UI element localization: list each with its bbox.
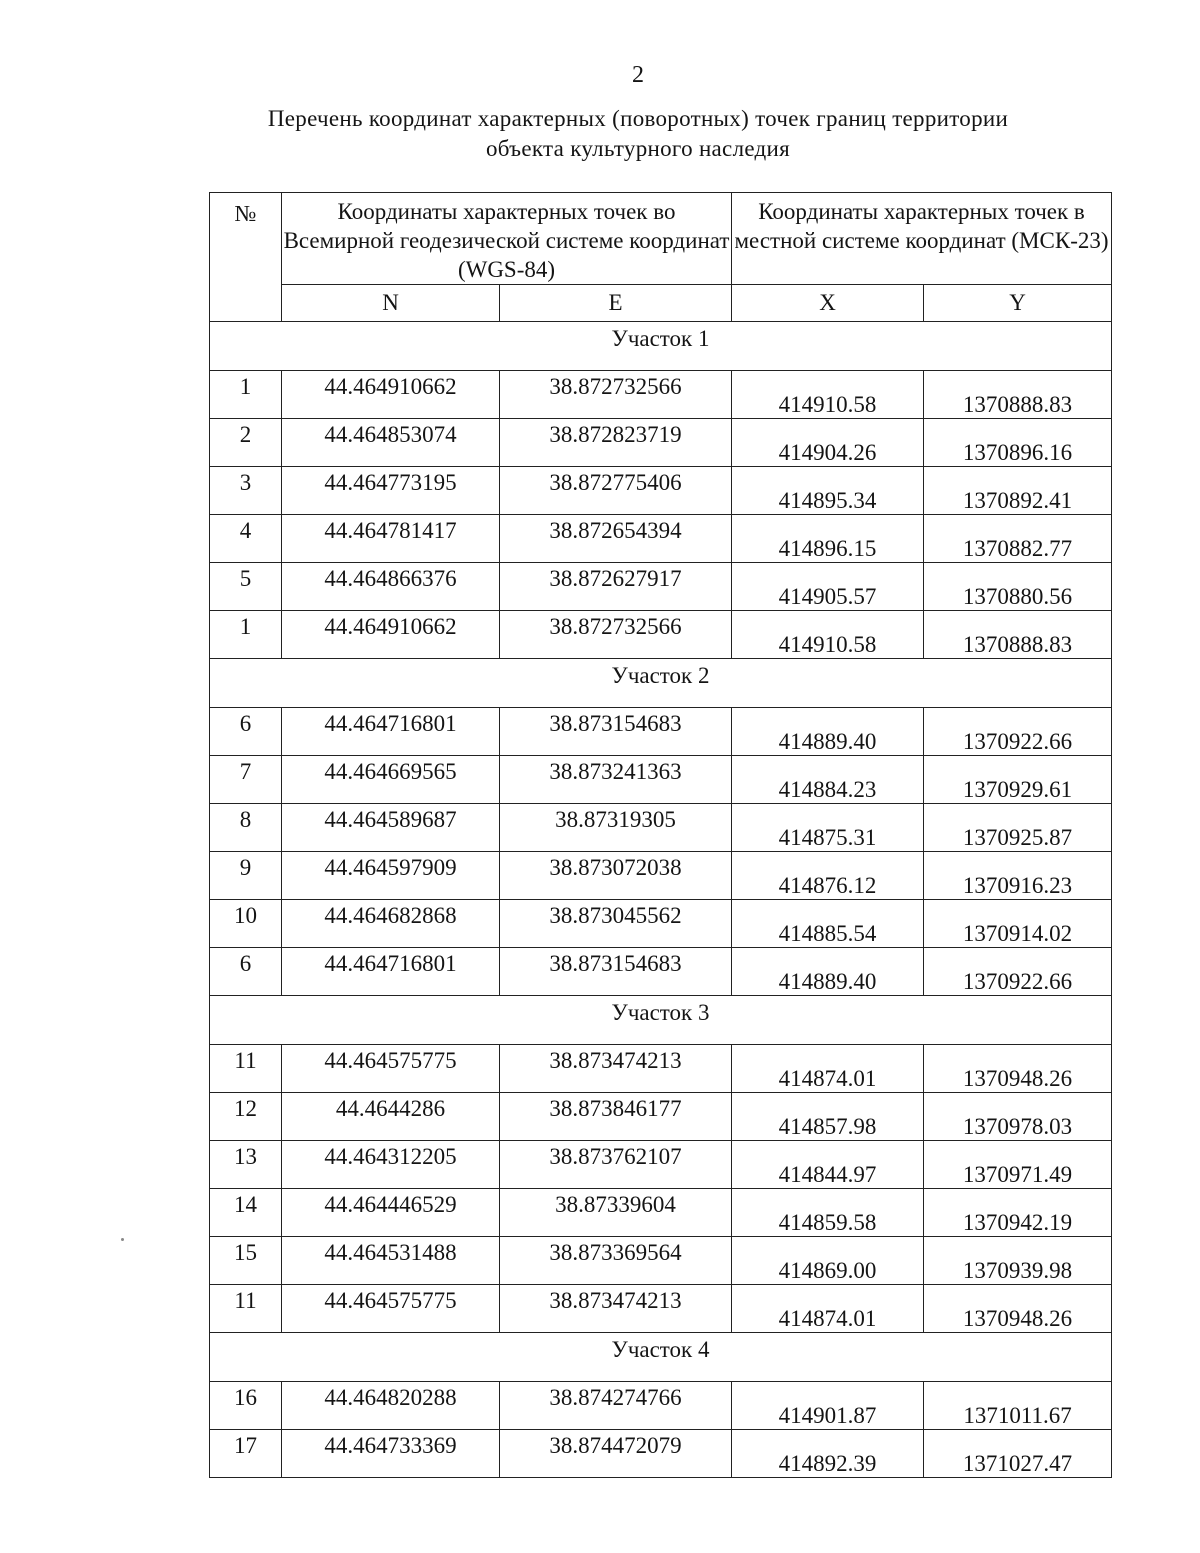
wgs-n-cell: 44.464910662: [282, 371, 500, 419]
wgs-e-cell: 38.873154683: [500, 948, 732, 996]
table-row: [210, 371, 1112, 419]
section-title: Участок 1: [210, 322, 1112, 371]
msk-y-cell: 1370925.87: [924, 804, 1112, 852]
point-number-cell: 3: [210, 467, 282, 515]
point-number-cell: 11: [210, 1045, 282, 1093]
coordinates-table: [209, 192, 1112, 1478]
wgs-e-cell: 38.873474213: [500, 1285, 732, 1333]
wgs-n-cell: 44.4644286: [282, 1093, 500, 1141]
wgs-e-cell: 38.872775406: [500, 467, 732, 515]
table-row: [210, 804, 1112, 852]
msk-y-cell: 1370882.77: [924, 515, 1112, 563]
table-row: [210, 611, 1112, 659]
table-row: [210, 563, 1112, 611]
point-number-cell: 12: [210, 1093, 282, 1141]
point-number-cell: 13: [210, 1141, 282, 1189]
wgs-e-cell: 38.87319305: [500, 804, 732, 852]
wgs-n-cell: 44.464910662: [282, 611, 500, 659]
wgs-e-cell: 38.873154683: [500, 708, 732, 756]
table-row: [210, 1285, 1112, 1333]
msk-x-cell: 414904.26: [732, 419, 924, 467]
column-header-x: X: [732, 285, 924, 322]
table-row: [210, 1093, 1112, 1141]
wgs-e-cell: 38.873762107: [500, 1141, 732, 1189]
section-row: [210, 659, 1112, 708]
point-number-cell: 16: [210, 1382, 282, 1430]
msk-x-cell: 414876.12: [732, 852, 924, 900]
msk-y-cell: 1370948.26: [924, 1045, 1112, 1093]
wgs-e-cell: 38.873241363: [500, 756, 732, 804]
wgs-n-cell: 44.464716801: [282, 708, 500, 756]
msk-x-cell: 414874.01: [732, 1285, 924, 1333]
section-row: [210, 996, 1112, 1045]
point-number-cell: 9: [210, 852, 282, 900]
point-number-cell: 6: [210, 948, 282, 996]
msk-x-cell: 414895.34: [732, 467, 924, 515]
wgs-n-cell: 44.464820288: [282, 1382, 500, 1430]
msk-y-cell: 1370971.49: [924, 1141, 1112, 1189]
column-header-number: №: [210, 193, 282, 322]
wgs-n-cell: 44.464531488: [282, 1237, 500, 1285]
msk-x-cell: 414884.23: [732, 756, 924, 804]
wgs-n-cell: 44.464589687: [282, 804, 500, 852]
msk-y-cell: 1370914.02: [924, 900, 1112, 948]
msk-x-cell: 414910.58: [732, 371, 924, 419]
wgs-n-cell: 44.464733369: [282, 1430, 500, 1478]
msk-x-cell: 414896.15: [732, 515, 924, 563]
wgs-e-cell: 38.872823719: [500, 419, 732, 467]
point-number-cell: 10: [210, 900, 282, 948]
column-header-e: E: [500, 285, 732, 322]
msk-x-cell: 414889.40: [732, 948, 924, 996]
table-row: [210, 948, 1112, 996]
wgs-e-cell: 38.872732566: [500, 371, 732, 419]
msk-y-cell: 1370916.23: [924, 852, 1112, 900]
table-row: [210, 1189, 1112, 1237]
wgs-e-cell: 38.872627917: [500, 563, 732, 611]
wgs-n-cell: 44.464575775: [282, 1045, 500, 1093]
point-number-cell: 8: [210, 804, 282, 852]
point-number-cell: 1: [210, 371, 282, 419]
wgs-n-cell: 44.464866376: [282, 563, 500, 611]
msk-y-cell: 1370892.41: [924, 467, 1112, 515]
msk-x-cell: 414901.87: [732, 1382, 924, 1430]
point-number-cell: 5: [210, 563, 282, 611]
wgs-e-cell: 38.873474213: [500, 1045, 732, 1093]
msk-y-cell: 1370922.66: [924, 708, 1112, 756]
table-row: [210, 708, 1112, 756]
document-title-line-1: Перечень координат характерных (поворотных) точек границ территории: [267, 106, 1009, 131]
point-number-cell: 11: [210, 1285, 282, 1333]
msk-x-cell: 414885.54: [732, 900, 924, 948]
wgs-e-cell: 38.873072038: [500, 852, 732, 900]
table-row: [210, 852, 1112, 900]
wgs-e-cell: 38.873045562: [500, 900, 732, 948]
point-number-cell: 7: [210, 756, 282, 804]
wgs-n-cell: 44.464716801: [282, 948, 500, 996]
section-title: Участок 2: [210, 659, 1112, 708]
wgs-n-cell: 44.464575775: [282, 1285, 500, 1333]
msk-x-cell: 414869.00: [732, 1237, 924, 1285]
document-title: [0, 104, 1200, 164]
msk-x-cell: 414889.40: [732, 708, 924, 756]
msk-x-cell: 414857.98: [732, 1093, 924, 1141]
column-group-header-msk23: Координаты характерных точек в местной системе координат (МСК-23): [732, 193, 1112, 285]
wgs-n-cell: 44.464682868: [282, 900, 500, 948]
column-header-n: N: [282, 285, 500, 322]
section-title: Участок 4: [210, 1333, 1112, 1382]
wgs-e-cell: 38.872654394: [500, 515, 732, 563]
point-number-cell: 6: [210, 708, 282, 756]
msk-x-cell: 414892.39: [732, 1430, 924, 1478]
table-row: [210, 1141, 1112, 1189]
wgs-e-cell: 38.872732566: [500, 611, 732, 659]
table-row: [210, 1430, 1112, 1478]
msk-x-cell: 414874.01: [732, 1045, 924, 1093]
msk-y-cell: 1370942.19: [924, 1189, 1112, 1237]
page-number: 2: [632, 62, 644, 88]
point-number-cell: 4: [210, 515, 282, 563]
msk-x-cell: 414875.31: [732, 804, 924, 852]
wgs-n-cell: 44.464773195: [282, 467, 500, 515]
msk-y-cell: 1370880.56: [924, 563, 1112, 611]
column-header-y: Y: [924, 285, 1112, 322]
table-row: [210, 467, 1112, 515]
wgs-n-cell: 44.464669565: [282, 756, 500, 804]
table-row: [210, 515, 1112, 563]
table-row: [210, 1237, 1112, 1285]
msk-y-cell: 1370896.16: [924, 419, 1112, 467]
msk-x-cell: 414859.58: [732, 1189, 924, 1237]
msk-y-cell: 1370929.61: [924, 756, 1112, 804]
table-row: [210, 756, 1112, 804]
table-row: [210, 900, 1112, 948]
wgs-n-cell: 44.464781417: [282, 515, 500, 563]
wgs-n-cell: 44.464597909: [282, 852, 500, 900]
msk-y-cell: 1371011.67: [924, 1382, 1112, 1430]
wgs-e-cell: 38.874274766: [500, 1382, 732, 1430]
msk-y-cell: 1370939.98: [924, 1237, 1112, 1285]
msk-y-cell: 1370948.26: [924, 1285, 1112, 1333]
wgs-e-cell: 38.874472079: [500, 1430, 732, 1478]
section-title: Участок 3: [210, 996, 1112, 1045]
point-number-cell: 17: [210, 1430, 282, 1478]
point-number-cell: 14: [210, 1189, 282, 1237]
document-title-line-2: объекта культурного наследия: [485, 136, 791, 161]
section-row: [210, 322, 1112, 371]
msk-y-cell: 1370978.03: [924, 1093, 1112, 1141]
table-row: [210, 419, 1112, 467]
msk-y-cell: 1370888.83: [924, 371, 1112, 419]
msk-x-cell: 414844.97: [732, 1141, 924, 1189]
point-number-cell: 2: [210, 419, 282, 467]
msk-x-cell: 414910.58: [732, 611, 924, 659]
msk-x-cell: 414905.57: [732, 563, 924, 611]
table-row: [210, 1382, 1112, 1430]
wgs-n-cell: 44.464446529: [282, 1189, 500, 1237]
table-row: [210, 1045, 1112, 1093]
scan-speck: [121, 1238, 124, 1241]
section-row: [210, 1333, 1112, 1382]
wgs-n-cell: 44.464853074: [282, 419, 500, 467]
wgs-e-cell: 38.873369564: [500, 1237, 732, 1285]
msk-y-cell: 1370922.66: [924, 948, 1112, 996]
point-number-cell: 1: [210, 611, 282, 659]
msk-y-cell: 1371027.47: [924, 1430, 1112, 1478]
table-body: [210, 322, 1112, 1478]
column-group-header-wgs84: Координаты характерных точек во Всемирной геодезической системе координат (WGS-84): [282, 193, 732, 285]
wgs-e-cell: 38.873846177: [500, 1093, 732, 1141]
wgs-e-cell: 38.87339604: [500, 1189, 732, 1237]
point-number-cell: 15: [210, 1237, 282, 1285]
msk-y-cell: 1370888.83: [924, 611, 1112, 659]
wgs-n-cell: 44.464312205: [282, 1141, 500, 1189]
